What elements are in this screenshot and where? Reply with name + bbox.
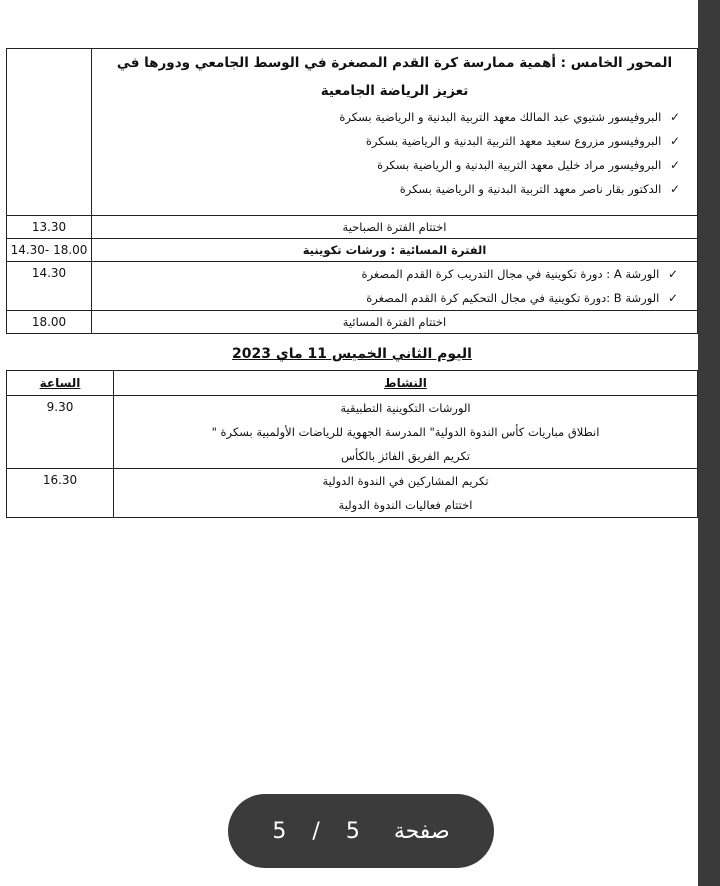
evening-close-label: اختتام الفترة المسائية <box>92 311 698 334</box>
list-item <box>92 177 691 201</box>
activity-line: الورشات التكوينية التطبيقية <box>340 401 471 415</box>
page-indicator <box>228 794 494 868</box>
workshop-list <box>92 262 697 310</box>
speaker-name: البروفيسور مراد خليل معهد التربية البدنية و الرياضية بسكرة <box>377 158 662 172</box>
check-icon: ✓ <box>669 182 681 196</box>
evening-session-time: 18.00 -14.30 <box>7 239 92 262</box>
table-row <box>7 396 698 469</box>
speaker-name: البروفيسور مزروع سعيد معهد التربية البدنية و الرياضية بسكرة <box>365 134 662 148</box>
table-row <box>7 262 698 311</box>
evening-session-label: الفترة المسائية : ورشات تكوينية <box>92 239 698 262</box>
list-item <box>92 286 689 310</box>
workshops-time: 14.30 <box>7 262 92 311</box>
page-separator: / <box>312 818 320 844</box>
check-icon: ✓ <box>669 158 681 172</box>
speaker-list <box>92 105 697 201</box>
speaker-name: الدكتور بقار ناصر معهد التربية البدنية و الرياضية بسكرة <box>399 182 662 196</box>
axis-title: المحور الخامس : أهمية ممارسة كرة القدم المصغرة في الوسط الجامعي ودورها في تعزيز الرياضة الجامعية <box>116 55 673 99</box>
activity-line: تكريم المشاركين في الندوة الدولية <box>322 474 489 488</box>
activity-cell <box>114 469 698 518</box>
table-row <box>7 469 698 518</box>
time-cell <box>7 49 92 216</box>
check-icon: ✓ <box>669 134 681 148</box>
list-item <box>92 262 689 286</box>
page-total: 5 <box>272 818 287 844</box>
activity-cell <box>114 396 698 469</box>
day2-title: اليوم الثاني الخميس 11 ماي 2023 <box>232 346 472 362</box>
activity-line: تكريم الفريق الفائز بالكأس <box>340 449 471 463</box>
column-header-activity: النشاط <box>114 371 698 396</box>
activity-line: انطلاق مباريات كأس الندوة الدولية" المدرسة الجهوية للرياضات الأولمبية بسكرة " <box>211 425 600 439</box>
scrollbar[interactable] <box>698 0 720 886</box>
schedule-table-day1 <box>6 48 698 334</box>
time-cell: 9.30 <box>7 396 114 469</box>
table-row <box>7 239 698 262</box>
check-icon: ✓ <box>669 110 681 124</box>
check-icon: ✓ <box>667 291 679 305</box>
schedule-table-day2 <box>6 370 698 518</box>
column-header-time: الساعة <box>7 371 114 396</box>
speaker-name: البروفيسور شتيوي عبد المالك معهد التربية البدنية و الرياضية بسكرة <box>339 110 662 124</box>
workshops-cell <box>92 262 698 311</box>
table-row <box>7 49 698 216</box>
morning-close-time: 13.30 <box>7 216 92 239</box>
page-current: 5 <box>345 818 360 844</box>
workshop-title: الورشة B :دورة تكوينية في مجال التحكيم كرة القدم المصغرة <box>366 291 660 305</box>
activity-line: اختتام فعاليات الندوة الدولية <box>338 498 473 512</box>
time-cell: 16.30 <box>7 469 114 518</box>
table-header-row <box>7 371 698 396</box>
page-label: صفحة <box>393 818 450 844</box>
list-item <box>92 153 691 177</box>
table-row <box>7 311 698 334</box>
list-item <box>92 129 691 153</box>
morning-close-label: اختتام الفترة الصباحية <box>92 216 698 239</box>
check-icon: ✓ <box>667 267 679 281</box>
activity-cell <box>92 49 698 216</box>
workshop-title: الورشة A : دورة تكوينية في مجال التدريب كرة القدم المصغرة <box>361 267 660 281</box>
table-row <box>7 216 698 239</box>
evening-close-time: 18.00 <box>7 311 92 334</box>
list-item <box>92 105 691 129</box>
